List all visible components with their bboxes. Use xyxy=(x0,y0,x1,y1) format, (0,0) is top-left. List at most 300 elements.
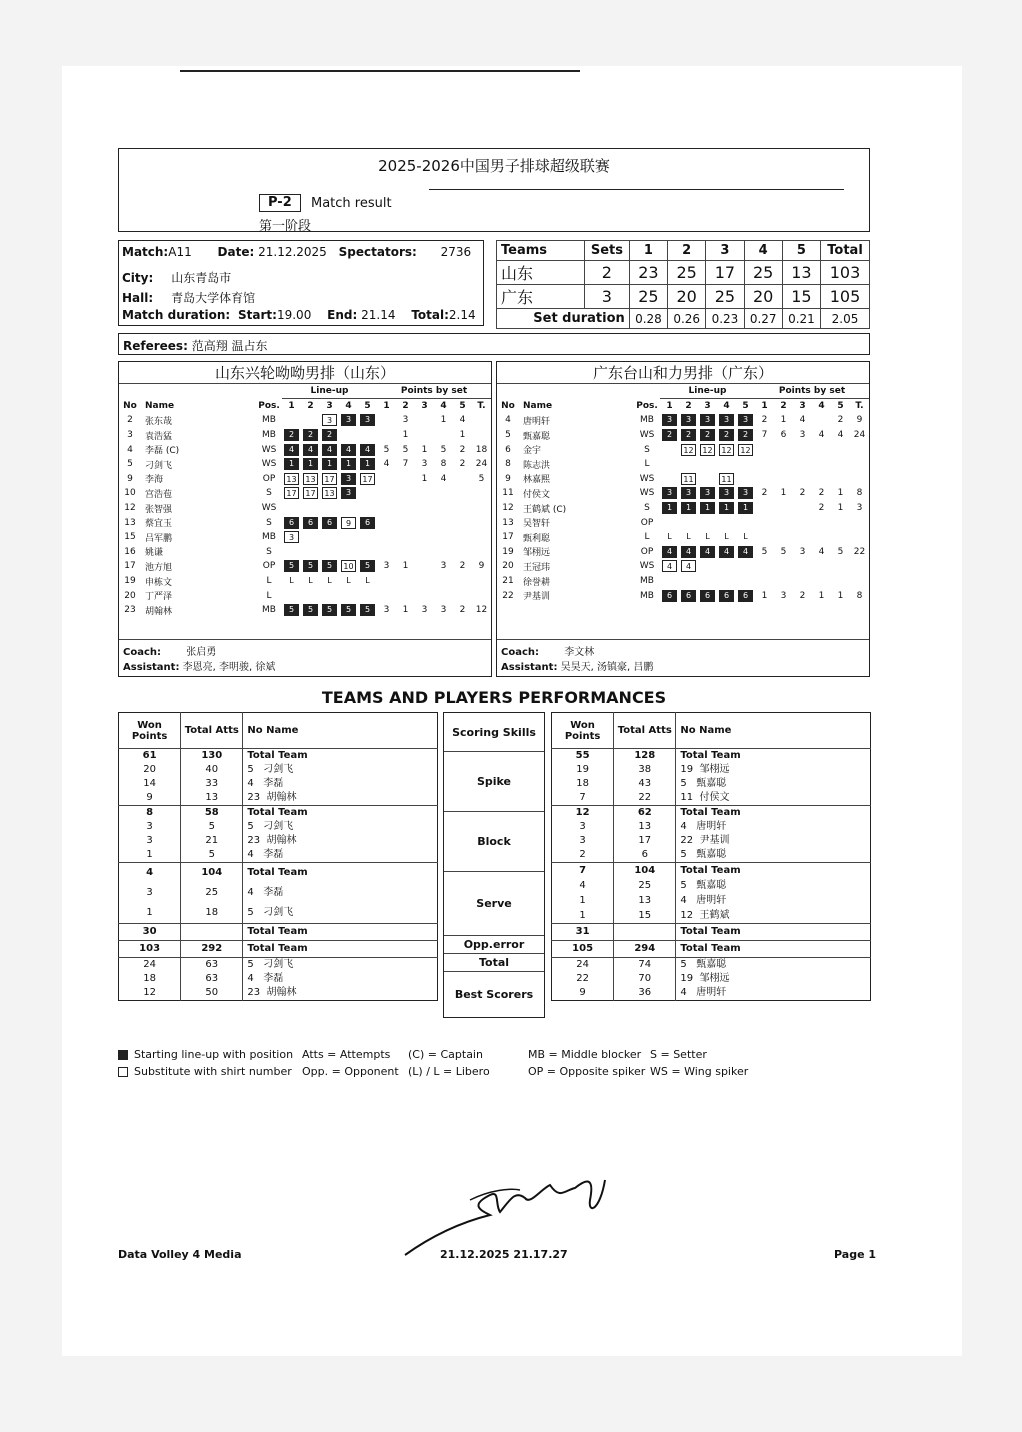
set-points xyxy=(755,457,774,472)
total-atts: 43 xyxy=(614,777,676,791)
performance-row xyxy=(552,958,871,973)
performance-row xyxy=(552,924,871,941)
won-points: 30 xyxy=(119,924,181,941)
player-total xyxy=(850,530,869,545)
set-points xyxy=(415,428,434,443)
player-number: 17 xyxy=(124,561,136,572)
legend-s: S = Setter xyxy=(650,1048,707,1061)
player-name: 吕军鹏 xyxy=(145,533,173,544)
won-points-header: Won Points xyxy=(552,713,614,749)
set-points: 4 xyxy=(818,546,825,557)
player-name: 王鹤斌 (C) xyxy=(523,504,567,515)
player-label: Total Team xyxy=(676,941,871,958)
set-points xyxy=(831,457,850,472)
set-points: 2 xyxy=(761,415,768,426)
lineup-cell: 4 xyxy=(322,444,337,456)
col-lineup-set: 5 xyxy=(742,401,749,412)
lineup-cell: L xyxy=(346,576,351,586)
performance-row xyxy=(552,820,871,834)
lineup-cell: 5 xyxy=(322,560,337,572)
won-points: 19 xyxy=(552,763,614,777)
total-atts: 70 xyxy=(614,972,676,986)
col-lineup-set: 2 xyxy=(307,401,314,412)
player-number: 15 xyxy=(124,532,136,543)
set-points: 5 xyxy=(837,546,844,557)
roster-col-header xyxy=(119,399,491,414)
lineup-cell: 13 xyxy=(322,487,337,499)
set-points: 3 xyxy=(440,561,447,572)
won-points: 1 xyxy=(552,908,614,924)
set-points: 5 xyxy=(780,546,787,557)
footer-center: 21.12.2025 21.17.27 xyxy=(440,1248,568,1261)
player-name: 李海 xyxy=(145,475,164,486)
set-points: 3 xyxy=(799,430,806,441)
col-lineup-set: 5 xyxy=(364,401,371,412)
won-points: 1 xyxy=(552,893,614,908)
performance-row xyxy=(119,806,438,821)
player-name: 张东哉 xyxy=(145,416,173,427)
player-name: 甄利聪 xyxy=(523,533,551,544)
player-row xyxy=(119,574,491,589)
player-label: 23 胡翰林 xyxy=(247,792,297,803)
lineup-cell: 3 xyxy=(738,487,753,499)
set-points xyxy=(453,515,472,530)
set-points xyxy=(434,428,453,443)
lineup-cell: 1 xyxy=(284,458,299,470)
lineup-cell: L xyxy=(705,532,710,542)
player-row xyxy=(497,588,869,603)
set-points xyxy=(831,574,850,589)
player-row xyxy=(119,457,491,472)
won-points: 3 xyxy=(119,820,181,834)
performance-row xyxy=(119,848,438,863)
player-label: Total Team xyxy=(676,749,871,764)
player-name: 吴智轩 xyxy=(523,519,551,530)
skill-label: Best Scorers xyxy=(444,971,544,1017)
player-position: OP xyxy=(262,561,276,572)
player-position: WS xyxy=(639,430,655,441)
lineup-cell: 9 xyxy=(341,517,356,529)
player-name: 宫浩苞 xyxy=(145,489,173,500)
total-atts: 5 xyxy=(181,848,243,863)
set-points xyxy=(377,486,396,501)
set-points xyxy=(793,501,812,516)
set-points xyxy=(377,574,396,589)
player-position: MB xyxy=(640,415,654,426)
player-position: S xyxy=(266,517,272,528)
lineup-cell: 2 xyxy=(719,429,734,441)
set-points xyxy=(415,501,434,516)
won-points: 8 xyxy=(119,806,181,821)
total-atts: 130 xyxy=(181,749,243,764)
lineup-cell: 4 xyxy=(662,560,677,572)
player-label: Total Team xyxy=(243,941,438,958)
total-atts: 13 xyxy=(614,893,676,908)
player-number: 3 xyxy=(127,430,133,441)
player-label: 22 尹基训 xyxy=(680,835,730,846)
set-points xyxy=(377,588,396,603)
lineup-cell: 5 xyxy=(341,604,356,616)
legend-opp: Opp. = Opponent xyxy=(302,1065,399,1078)
performance-row xyxy=(552,777,871,791)
set-points xyxy=(434,574,453,589)
won-points: 1 xyxy=(119,903,181,924)
performance-row xyxy=(552,791,871,806)
col-points-set: 4 xyxy=(818,401,825,412)
player-total xyxy=(472,530,491,545)
set-points xyxy=(812,559,831,574)
set-points xyxy=(774,472,793,487)
lineup-cell: 3 xyxy=(341,487,356,499)
lineup-cell: L xyxy=(724,532,729,542)
player-name: 丁严泽 xyxy=(145,592,173,603)
set-points: 1 xyxy=(421,473,428,484)
lineup-cell: 2 xyxy=(284,429,299,441)
performance-row xyxy=(552,749,871,764)
player-number: 6 xyxy=(505,444,511,455)
set-points xyxy=(812,442,831,457)
col-points-set: 3 xyxy=(421,401,428,412)
match-info-box xyxy=(118,240,484,326)
set-points: 7 xyxy=(402,459,409,470)
player-label: 4 李磊 xyxy=(247,887,284,898)
total-atts: 38 xyxy=(614,763,676,777)
player-total xyxy=(472,486,491,501)
player-position: WS xyxy=(639,488,655,499)
performance-row xyxy=(552,908,871,924)
lineup-cell: 3 xyxy=(341,473,356,485)
won-points: 4 xyxy=(119,863,181,884)
player-row xyxy=(497,515,869,530)
total-atts: 13 xyxy=(181,791,243,806)
set-points xyxy=(831,442,850,457)
set-points xyxy=(415,588,434,603)
won-points: 20 xyxy=(119,763,181,777)
performance-row xyxy=(552,863,871,879)
col-points-set: 5 xyxy=(837,401,844,412)
total-atts: 5 xyxy=(181,820,243,834)
set-points xyxy=(831,472,850,487)
player-position: L xyxy=(266,590,272,601)
set-points xyxy=(812,574,831,589)
footer-left: Data Volley 4 Media xyxy=(118,1248,242,1261)
player-row xyxy=(119,559,491,574)
col-points-set: 2 xyxy=(402,401,409,412)
total-atts xyxy=(614,924,676,941)
lineup-cell: 3 xyxy=(284,531,299,543)
set-points xyxy=(793,442,812,457)
points-header: Points by set xyxy=(377,384,491,399)
player-row xyxy=(119,428,491,443)
player-row xyxy=(497,472,869,487)
set-points xyxy=(793,574,812,589)
lineup-cell: 6 xyxy=(303,517,318,529)
won-points: 4 xyxy=(552,878,614,893)
stage-label: 第一阶段 xyxy=(259,219,312,234)
lineup-cell: 5 xyxy=(303,604,318,616)
points-header: Points by set xyxy=(755,384,869,399)
player-label: 5 甄嘉聪 xyxy=(680,849,727,860)
lineup-cell: 3 xyxy=(360,414,375,426)
player-name: 尹基训 xyxy=(523,592,551,603)
player-name: 唐明轩 xyxy=(523,416,551,427)
player-number: 11 xyxy=(502,488,514,499)
performance-row xyxy=(552,986,871,1001)
set-points: 1 xyxy=(780,488,787,499)
player-number: 19 xyxy=(502,546,514,557)
lineup-cell: 4 xyxy=(681,560,696,572)
player-position: MB xyxy=(640,576,654,587)
lineup-cell: L xyxy=(743,532,748,542)
player-name: 李磊 (C) xyxy=(145,446,180,457)
player-number: 12 xyxy=(124,503,136,514)
skill-label: Serve xyxy=(444,871,544,935)
set-points xyxy=(774,559,793,574)
player-total xyxy=(472,428,491,443)
player-total xyxy=(850,559,869,574)
player-number: 5 xyxy=(505,430,511,441)
set-points xyxy=(434,515,453,530)
set-points: 2 xyxy=(799,488,806,499)
lineup-cell: 4 xyxy=(284,444,299,456)
lineup-cell: 13 xyxy=(303,473,318,485)
sets-header-row: Teams Sets 1 2 3 4 5 Total xyxy=(497,241,870,261)
set-points xyxy=(415,559,434,574)
player-label: Total Team xyxy=(243,749,438,764)
lineup-cell: 3 xyxy=(738,414,753,426)
set-points xyxy=(755,530,774,545)
team-a-performance xyxy=(118,712,438,1001)
match-line: Match:A11 Date: 21.12.2025 Spectators: 2736 xyxy=(122,245,472,259)
skill-label: Total xyxy=(444,953,544,971)
lineup-cell: 1 xyxy=(322,458,337,470)
col-points-set: 5 xyxy=(459,401,466,412)
set-points: 4 xyxy=(440,473,447,484)
scoring-skills-column xyxy=(443,712,545,1018)
player-position: OP xyxy=(262,473,276,484)
header-rule xyxy=(429,189,844,190)
player-label: 5 甄嘉聪 xyxy=(676,958,871,973)
player-label: Total Team xyxy=(676,806,871,821)
col-lineup-set: 1 xyxy=(288,401,295,412)
set-points xyxy=(774,501,793,516)
legend-captain: (C) = Captain xyxy=(408,1048,483,1061)
won-points: 3 xyxy=(552,834,614,848)
player-name: 池方旭 xyxy=(145,562,173,573)
lineup-cell: 5 xyxy=(322,604,337,616)
performance-row xyxy=(119,924,438,941)
total-atts: 17 xyxy=(614,834,676,848)
set-points: 2 xyxy=(459,459,466,470)
lineup-cell: 12 xyxy=(719,444,734,456)
col-total: T. xyxy=(855,401,864,412)
lineup-cell: 1 xyxy=(341,458,356,470)
set-points: 2 xyxy=(818,488,825,499)
player-label: Total Team xyxy=(243,924,438,941)
player-label: 5 刁剑飞 xyxy=(247,821,294,832)
team-b-title: 广东台山和力男排（广东） xyxy=(497,362,869,384)
total-atts: 294 xyxy=(614,941,676,958)
player-number: 20 xyxy=(502,561,514,572)
set-points: 3 xyxy=(799,546,806,557)
player-row xyxy=(119,588,491,603)
set-points xyxy=(453,545,472,560)
set-points: 1 xyxy=(818,590,825,601)
won-points: 31 xyxy=(552,924,614,941)
set-points xyxy=(396,588,415,603)
set-points: 1 xyxy=(761,590,768,601)
lineup-cell: 5 xyxy=(284,560,299,572)
competition-title: 2025-2026中国男子排球超级联赛 xyxy=(378,157,610,175)
player-row xyxy=(497,501,869,516)
player-label: 4 唐明轩 xyxy=(680,895,727,906)
team-a-title: 山东兴轮呦呦男排（山东） xyxy=(119,362,491,384)
lineup-cell: L xyxy=(289,576,294,586)
player-label: 4 唐明轩 xyxy=(680,821,727,832)
col-name: Name xyxy=(523,400,553,411)
player-position: MB xyxy=(262,605,276,616)
total-atts xyxy=(181,924,243,941)
won-points: 105 xyxy=(552,941,614,958)
player-number: 9 xyxy=(127,473,133,484)
player-position: L xyxy=(644,532,650,543)
set-points xyxy=(453,501,472,516)
player-total: 3 xyxy=(856,503,863,514)
set-points: 1 xyxy=(421,444,428,455)
set-points xyxy=(396,574,415,589)
lineup-header: Line-up xyxy=(660,384,755,399)
lineup-header: Line-up xyxy=(282,384,377,399)
lineup-cell: 4 xyxy=(719,546,734,558)
set-points xyxy=(377,515,396,530)
player-name: 陈志洪 xyxy=(523,460,551,471)
legend-atts: Atts = Attempts xyxy=(302,1048,391,1061)
player-total: 9 xyxy=(478,561,485,572)
won-points: 12 xyxy=(119,986,181,1001)
performance-row xyxy=(119,972,438,986)
lineup-cell: 3 xyxy=(700,414,715,426)
player-number: 4 xyxy=(127,444,133,455)
won-points: 103 xyxy=(119,941,181,958)
set-points xyxy=(377,413,396,428)
duration-line: Match duration: Start:19.00 End: 21.14 Total:2.14 xyxy=(122,308,476,322)
won-points: 9 xyxy=(119,791,181,806)
player-number: 23 xyxy=(124,605,136,616)
signature xyxy=(400,1160,620,1260)
set-points xyxy=(396,530,415,545)
performance-header xyxy=(119,713,438,749)
lineup-cell: 4 xyxy=(738,546,753,558)
set-points xyxy=(793,457,812,472)
won-points: 2 xyxy=(552,848,614,863)
lineup-cell: 6 xyxy=(360,517,375,529)
lineup-cell: 6 xyxy=(681,590,696,602)
col-lineup-set: 1 xyxy=(666,401,673,412)
player-row xyxy=(119,442,491,457)
player-total xyxy=(472,545,491,560)
lineup-cell: 1 xyxy=(719,502,734,514)
roster-col-header xyxy=(497,399,869,414)
performance-row xyxy=(552,893,871,908)
performance-row xyxy=(119,863,438,884)
player-position: OP xyxy=(640,517,654,528)
team-b-panel xyxy=(496,361,870,677)
player-position: WS xyxy=(639,473,655,484)
player-total xyxy=(472,588,491,603)
col-points-set: 4 xyxy=(440,401,447,412)
lineup-cell: 1 xyxy=(360,458,375,470)
set-points xyxy=(774,530,793,545)
player-name: 王冠玮 xyxy=(523,562,551,573)
col-lineup-set: 4 xyxy=(345,401,352,412)
player-total xyxy=(850,574,869,589)
player-name: 金宇 xyxy=(523,446,542,457)
performance-row xyxy=(552,848,871,863)
player-position: S xyxy=(266,546,272,557)
lineup-cell: 11 xyxy=(719,473,734,485)
won-points: 18 xyxy=(119,972,181,986)
lineup-cell: 5 xyxy=(360,560,375,572)
player-label: Total Team xyxy=(676,863,871,879)
total-atts: 50 xyxy=(181,986,243,1001)
player-number: 12 xyxy=(502,503,514,514)
player-row xyxy=(497,442,869,457)
set-points: 1 xyxy=(837,590,844,601)
total-atts-header: Total Atts xyxy=(614,713,676,749)
col-lineup-set: 3 xyxy=(704,401,711,412)
set-points xyxy=(396,486,415,501)
col-lineup-set: 4 xyxy=(723,401,730,412)
set-points: 1 xyxy=(837,503,844,514)
sets-table xyxy=(496,240,870,329)
set-points xyxy=(396,545,415,560)
sets-row-team-a: 山东 2 23 25 17 25 13 103 xyxy=(497,261,870,285)
player-name: 申栋文 xyxy=(145,577,173,588)
player-row xyxy=(497,574,869,589)
legend-ws: WS = Wing spiker xyxy=(650,1065,749,1078)
player-total: 8 xyxy=(856,488,863,499)
player-number: 10 xyxy=(124,488,136,499)
player-label: Total Team xyxy=(676,924,871,941)
set-points xyxy=(453,588,472,603)
player-label: 4 唐明轩 xyxy=(680,987,727,998)
set-points xyxy=(377,501,396,516)
won-points: 7 xyxy=(552,791,614,806)
player-total xyxy=(850,442,869,457)
total-atts: 104 xyxy=(614,863,676,879)
set-points: 3 xyxy=(440,605,447,616)
player-label: 4 李磊 xyxy=(247,849,284,860)
player-total: 18 xyxy=(475,444,488,455)
set-points xyxy=(396,501,415,516)
hall-line: Hall: 青岛大学体育馆 xyxy=(122,291,256,305)
player-number: 16 xyxy=(124,546,136,557)
player-total: 12 xyxy=(475,605,488,616)
set-points: 5 xyxy=(402,444,409,455)
player-position: OP xyxy=(640,546,654,557)
lineup-cell: 12 xyxy=(738,444,753,456)
performance-row xyxy=(119,791,438,806)
player-label: 5 刁剑飞 xyxy=(243,958,438,973)
set-points: 4 xyxy=(459,415,466,426)
legend-starting: Starting line-up with position xyxy=(118,1048,293,1061)
col-total: T. xyxy=(477,401,486,412)
total-atts: 128 xyxy=(614,749,676,764)
player-label: 5 甄嘉聪 xyxy=(680,880,727,891)
skill-label: Opp.error xyxy=(444,935,544,953)
lineup-cell: 2 xyxy=(681,429,696,441)
performance-row xyxy=(552,806,871,821)
